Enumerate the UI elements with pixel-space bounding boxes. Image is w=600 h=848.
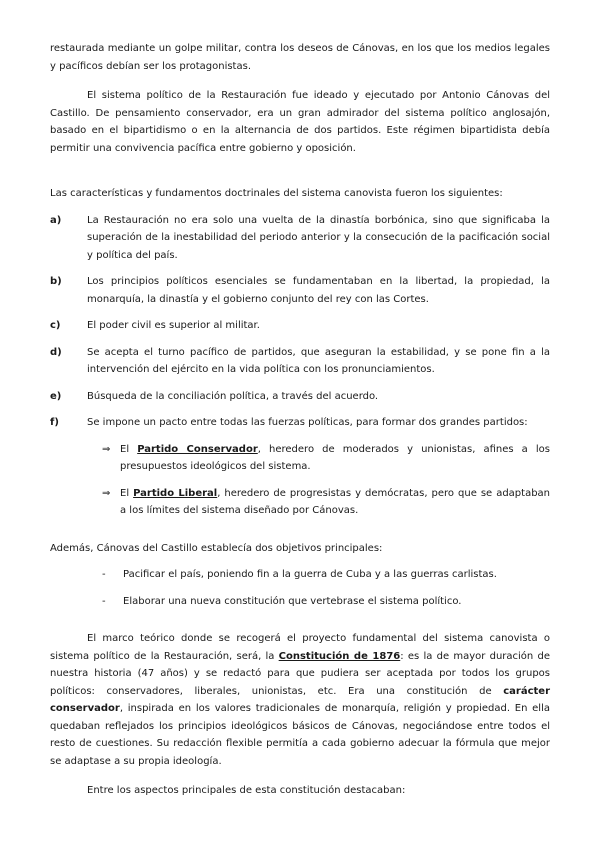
- party-name: Partido Conservador: [137, 443, 258, 455]
- list-item: [50, 344, 550, 379]
- party-name: Partido Liberal: [133, 487, 218, 499]
- party-description: , heredero de moderados y unionistas, afines a los presupuestos ideológicos del sistema.: [120, 443, 550, 472]
- objective-text: Elaborar una nueva constitución que vertebrase el sistema político.: [123, 595, 462, 607]
- list-item: [50, 273, 550, 308]
- list-item: [50, 388, 550, 406]
- constitution-text-3: , inspirada en los valores tradicionales de monarquía, religión y propiedad. En ella quedaban reflejados los principios ideológicos básicos de Cánovas, negociándose entre todos el resto de cuestiones. Su redacción flexible permitía a cada gobierno adecuar la fórmula que mejor se adaptase a su propia ideología.: [50, 703, 550, 767]
- party-conservative: [102, 441, 550, 476]
- list-item-text: La Restauración no era solo una vuelta de la dinastía borbónica, sino que significaba la superación de la inestabilidad del periodo anterior y la consecución de la pacificación social y política del país.: [87, 214, 550, 261]
- dash-bullet: -: [102, 595, 106, 607]
- party-description: , heredero de progresistas y demócratas, pero que se adaptaban a los límites del sistema diseñado por Cánovas.: [120, 487, 551, 516]
- constitution-bold: carácter conservador: [50, 685, 550, 714]
- party-liberal: [102, 485, 550, 520]
- list-item-label: a): [50, 214, 62, 226]
- list-item-text: Se impone un pacto entre todas las fuerzas políticas, para formar dos grandes partidos:: [87, 417, 528, 428]
- list-item-text: Los principios políticos esenciales se fundamentaban en la libertad, la propiedad, la monarquía, la dinastía y el gobierno conjunto del rey con las Cortes.: [87, 276, 550, 305]
- list-item-label: e): [50, 390, 62, 402]
- final-paragraph: Entre los aspectos principales de esta constitución destacaban:: [87, 785, 406, 796]
- list-item-label: f): [50, 417, 59, 428]
- party-prefix: El: [120, 487, 134, 499]
- objectives-intro: Además, Cánovas del Castillo establecía dos objetivos principales:: [50, 542, 383, 554]
- party-text: [120, 485, 550, 520]
- characteristics-list: [50, 212, 550, 432]
- constitution-text-1: El marco teórico donde se recogerá el proyecto fundamental del sistema canovista o sistema político de la Restauración, será, la: [50, 633, 550, 662]
- party-prefix: El: [120, 443, 138, 455]
- list-item-label: c): [50, 320, 61, 331]
- list-item: [50, 317, 550, 335]
- characteristics-intro: Las características y fundamentos doctrinales del sistema canovista fueron los siguientes:: [50, 188, 503, 199]
- document-page: [50, 40, 550, 800]
- constitution-text-2: : es la de mayor duración de nuestra historia (47 años) y se redactó para que pudiera ser aceptada por todos los grupos políticos: conservadores, liberales, unionistas, etc. Era una constitución de: [50, 650, 550, 697]
- list-item-text: Se acepta el turno pacífico de partidos, que aseguran la estabilidad, y se pone fin a la intervención del ejército en la vida política con los pronunciamientos.: [87, 346, 550, 375]
- list-item: [50, 414, 550, 432]
- arrow-right-icon: ⇒: [102, 487, 111, 499]
- list-item: [50, 212, 550, 265]
- objective-text: Pacificar el país, poniendo fin a la guerra de Cuba y a las guerras carlistas.: [123, 569, 497, 580]
- party-text: [120, 441, 550, 476]
- system-paragraph: El sistema político de la Restauración fue ideado y ejecutado por Antonio Cánovas del Castillo. De pensamiento conservador, era un gran admirador del sistema político anglosajón, basado en el bipartidismo o en la alternancia de dos partidos. Este régimen bipartidista debía permitir una convivencia pacífica entre gobierno y oposición.: [50, 90, 550, 154]
- constitution-link: Constitución de 1876: [278, 650, 401, 662]
- objective-item: [102, 566, 550, 584]
- list-item-text: El poder civil es superior al militar.: [87, 320, 260, 331]
- dash-bullet: -: [102, 569, 106, 580]
- intro-paragraph-end: restaurada mediante un golpe militar, contra los deseos de Cánovas, en los que los medios legales y pacíficos debían ser los protagonistas.: [50, 43, 550, 72]
- objective-item: [102, 593, 550, 611]
- list-item-label: b): [50, 276, 62, 287]
- constitution-paragraph: [50, 630, 550, 770]
- arrow-right-icon: ⇒: [102, 443, 111, 455]
- list-item-text: Búsqueda de la conciliación política, a través del acuerdo.: [87, 390, 379, 402]
- list-item-label: d): [50, 346, 62, 358]
